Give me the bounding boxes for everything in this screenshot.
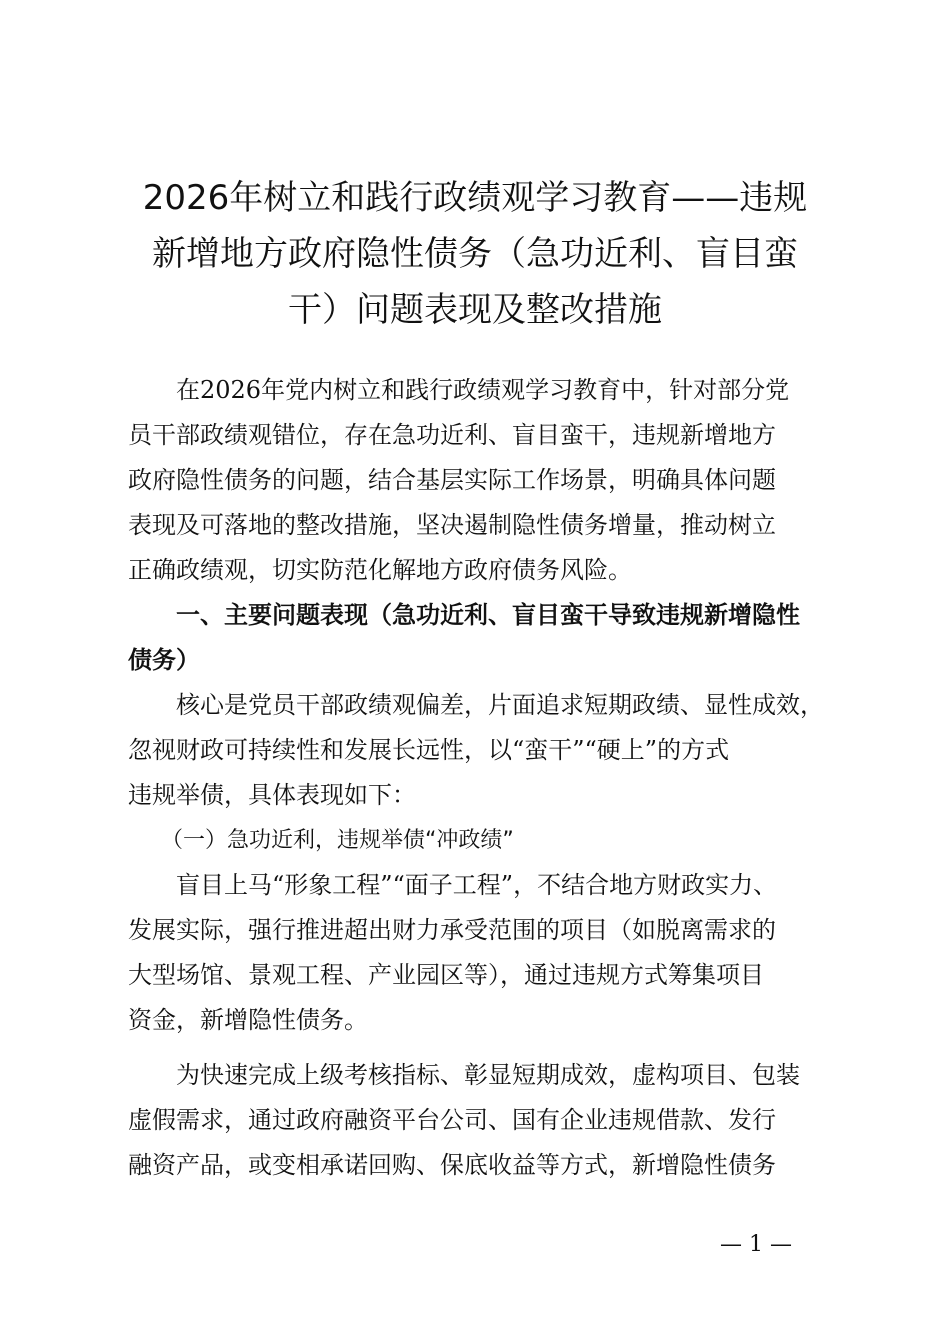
- text-line: 虚假需求，通过政府融资平台公司、国有企业违规借款、发行: [128, 1106, 776, 1134]
- document-body: [128, 368, 830, 1188]
- title-line: 2026年树立和践行政绩观学习教育——违规: [142, 178, 808, 218]
- section-core-paragraph: [128, 683, 830, 818]
- text-line: 盲目上马“形象工程”“面子工程”，不结合地方财政实力、: [128, 871, 778, 899]
- paragraph-fake-projects: [128, 1053, 830, 1188]
- text-line: 融资产品，或变相承诺回购、保底收益等方式，新增隐性债务: [128, 1151, 776, 1179]
- heading-line: 债务）: [128, 646, 200, 674]
- text-line: 发展实际，强行推进超出财力承受范围的项目（如脱离需求的: [128, 916, 776, 944]
- subsection-heading: （一）急功近利，违规举债“冲政绩”: [128, 828, 514, 853]
- section-heading: [128, 593, 830, 683]
- paragraph-image-projects: [128, 863, 830, 1043]
- text-line: 核心是党员干部政绩观偏差，片面追求短期政绩、显性成效，: [128, 691, 824, 719]
- text-line: 大型场馆、景观工程、产业园区等），通过违规方式筹集项目: [128, 961, 764, 989]
- title-line: 新增地方政府隐性债务（急功近利、盲目蛮: [152, 234, 798, 274]
- text-line: 在2026年党内树立和践行政绩观学习教育中，针对部分党: [128, 376, 790, 404]
- text-line: 表现及可落地的整改措施，坚决遏制隐性债务增量，推动树立: [128, 511, 776, 539]
- text-line: 政府隐性债务的问题，结合基层实际工作场景，明确具体问题: [128, 466, 776, 494]
- intro-paragraph: [128, 368, 830, 593]
- text-line: 忽视财政可持续性和发展长远性，以“蛮干”“硬上”的方式: [128, 736, 730, 764]
- text-line: 资金，新增隐性债务。: [128, 1006, 368, 1034]
- paragraph-gap: [128, 1043, 830, 1053]
- text-line: 员干部政绩观错位，存在急功近利、盲目蛮干，违规新增地方: [128, 421, 776, 449]
- text-line: 正确政绩观，切实防范化解地方政府债务风险。: [128, 556, 632, 584]
- text-line: 为快速完成上级考核指标、彰显短期成效，虚构项目、包装: [128, 1061, 800, 1089]
- heading-line: 一、主要问题表现（急功近利、盲目蛮干导致违规新增隐性: [128, 601, 800, 629]
- title-line: 干）问题表现及整改措施: [288, 290, 662, 330]
- document-title: [120, 170, 830, 338]
- text-line: 违规举债，具体表现如下：: [128, 781, 416, 809]
- page-number: — 1 —: [720, 1232, 792, 1257]
